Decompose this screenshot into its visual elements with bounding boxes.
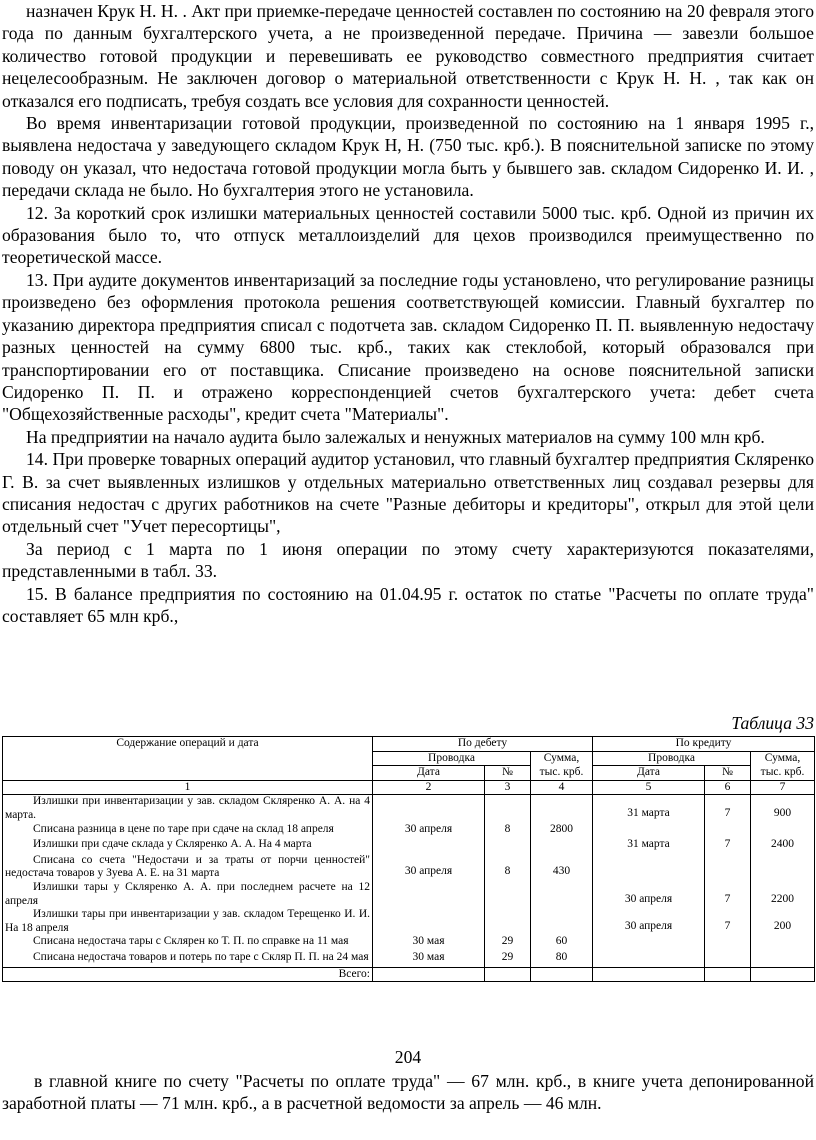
row-description [3, 854, 373, 881]
header-debit: По дебету [373, 737, 593, 752]
row-description [3, 881, 373, 908]
cell-c-sum: 2400 [751, 838, 815, 854]
cell-c-date: 31 марта [593, 795, 705, 823]
col-number: 3 [485, 780, 531, 795]
table-row [3, 854, 815, 881]
cell-c-num: 7 [705, 795, 751, 823]
row-description-text: Излишки при инвентаризации у зав. складом Скляренко А. А. на 4 марта. [5, 795, 370, 821]
header-debit-date: Дата [373, 766, 485, 781]
cell-d-sum [531, 881, 593, 908]
cell-d-sum: 430 [531, 854, 593, 881]
total-cell [531, 967, 593, 982]
cell-d-num: 8 [485, 854, 531, 881]
total-cell [705, 967, 751, 982]
cell-d-sum: 2800 [531, 823, 593, 839]
paragraph-5: На предприятии на начало аудита было залежалых и ненужных материалов на сумму 100 млн крб. [26, 426, 765, 447]
paragraph-7: За период с 1 марта по 1 июня операции по этому счету характеризуются показателями, представленными в табл. 33. [2, 538, 814, 582]
cell-c-sum: 900 [751, 795, 815, 823]
total-cell [593, 967, 705, 982]
row-description-text: Списана разница в цене по таре при сдаче на склад 18 апреля [33, 822, 334, 835]
cell-d-num [485, 881, 531, 908]
cell-c-num [705, 935, 751, 951]
table-row [3, 838, 815, 854]
row-description-text: Списана недостача товаров и потерь по таре с Скляр П. П. на 24 мая [33, 950, 369, 963]
row-description [3, 795, 373, 823]
cell-c-date [593, 951, 705, 967]
col-number: 6 [705, 780, 751, 795]
total-row [3, 967, 815, 982]
paragraph-tail: в главной книге по счету "Расчеты по оплате труда" — 67 млн. крб., в книге учета депонированной заработной платы — 71 млн. крб., а в расчетной ведомости за апрель — 46 млн. [2, 1071, 814, 1114]
cell-d-num [485, 795, 531, 823]
cell-c-sum [751, 935, 815, 951]
cell-c-num [705, 823, 751, 839]
col-number: 4 [531, 780, 593, 795]
cell-c-num: 7 [705, 881, 751, 908]
header-debit-sum: Сумма, тыс. крб. [531, 751, 593, 780]
col-number: 2 [373, 780, 485, 795]
column-numbers-row [3, 780, 815, 795]
paragraph-1: назначен Крук Н. Н. . Акт при приемке-передаче ценностей составлен по состоянию на 20 февраля этого года по данным бухгалтерского учета, а не произведенной передаче. Причина — завезли большое количество готовой продукции и перевешивать ее руководство совместного предприятия считает нецелесообразным. Не заключен договор о материальной ответственности с Крук Н. Н. , так как он отказался его подписать, требуя создать все условия для сохранности ценностей. [2, 1, 814, 111]
paragraph-6: 14. При проверке товарных операций аудитор установил, что главный бухгалтер предприятия Скляренко Г. В. за счет выявленных излишков у отдельных материально ответственных лиц создавал резервы для списания недостач с других работников на счете "Разные дебиторы и кредиторы", открыл для этой цели отдельный счет "Учет пересортицы", [2, 449, 814, 537]
cell-d-date [373, 881, 485, 908]
cell-c-sum [751, 823, 815, 839]
table-row [3, 795, 815, 823]
header-credit-sum: Сумма, тыс. крб. [751, 751, 815, 780]
header-credit-date: Дата [593, 766, 705, 781]
paragraph-2: Во время инвентаризации готовой продукции, произведенной по состоянию на 1 января 1995 г., выявлена недостача у заведующего складом Крук Н, Н. (750 тыс. крб.). В пояснительной записке по этому поводу он указал, что недостача готовой продукции могла быть у бывшего зав. складом Сидоренко И. И. , передачи склада не было. Но бухгалтерия этого не установила. [2, 113, 814, 201]
cell-d-date: 30 мая [373, 935, 485, 951]
row-description [3, 951, 373, 967]
cell-d-num [485, 908, 531, 935]
cell-d-date [373, 908, 485, 935]
table-row [3, 823, 815, 839]
cell-d-date: 30 апреля [373, 854, 485, 881]
cell-d-sum: 80 [531, 951, 593, 967]
table-row [3, 908, 815, 935]
cell-c-sum: 200 [751, 908, 815, 935]
table-row [3, 951, 815, 967]
table-row [3, 881, 815, 908]
row-description-text: Излишки тары при инвентаризации у зав. складом Терещенко И. И. На 18 апреля [5, 908, 370, 934]
cell-d-sum [531, 908, 593, 935]
body-text [2, 0, 814, 627]
header-debit-num: № [485, 766, 531, 781]
cell-d-num: 8 [485, 823, 531, 839]
cell-c-num [705, 854, 751, 881]
row-description [3, 908, 373, 935]
continuation-text [2, 1070, 814, 1115]
cell-d-date [373, 795, 485, 823]
col-number: 7 [751, 780, 815, 795]
row-description [3, 935, 373, 951]
cell-d-date: 30 мая [373, 951, 485, 967]
cell-d-num: 29 [485, 951, 531, 967]
cell-d-sum [531, 838, 593, 854]
cell-c-num [705, 951, 751, 967]
paragraph-4: 13. При аудите документов инвентаризаций за последние годы установлено, что регулирование разницы произведено без оформления протокола решения соответствующей комиссии. Главный бухгалтер по указанию директора предприятия списал с подотчета зав. складом Сидоренко П. П. выявленную недостачу разных ценностей на сумму 6800 тыс. крб., таких как стеклобой, который образовался при транспортировании его от поставщика. Списание произведено на основе пояснительной записки Сидоренко П. П. и отражено корреспонденцией счетов бухгалтерского учета: дебет счета "Общехозяйственные расходы", кредит счета "Материалы". [2, 269, 814, 425]
cell-d-num: 29 [485, 935, 531, 951]
cell-d-num [485, 838, 531, 854]
cell-d-date [373, 838, 485, 854]
row-description [3, 838, 373, 854]
table-row [3, 935, 815, 951]
header-credit-num: № [705, 766, 751, 781]
row-description [3, 823, 373, 839]
cell-c-date: 31 марта [593, 838, 705, 854]
header-credit: По кредиту [593, 737, 815, 752]
col-number: 5 [593, 780, 705, 795]
table-caption: Таблица 33 [731, 713, 814, 733]
operations-table [2, 736, 815, 982]
cell-c-sum [751, 951, 815, 967]
table-header-row-1 [3, 737, 815, 752]
total-cell [485, 967, 531, 982]
cell-d-sum: 60 [531, 935, 593, 951]
row-description-text: Излишки при сдаче склада у Скляренко А. А. На 4 марта [33, 838, 312, 851]
cell-c-date [593, 823, 705, 839]
cell-c-sum [751, 854, 815, 881]
header-debit-entry: Проводка [373, 751, 531, 766]
cell-c-num: 7 [705, 838, 751, 854]
header-credit-entry: Проводка [593, 751, 751, 766]
page-number: 204 [394, 1047, 422, 1067]
row-description-text: Списана со счета "Недостачи и за траты от порчи ценностей" недостача товаров у Зуева А. Е. на 31 марта [5, 853, 370, 880]
col-number: 1 [3, 780, 373, 795]
row-description-text: Списана недостача тары с Склярен ко Т. П. по справке на 11 мая [33, 935, 349, 948]
cell-d-date: 30 апреля [373, 823, 485, 839]
total-label: Всего: [3, 967, 373, 982]
total-cell [751, 967, 815, 982]
row-description-text: Излишки тары у Скляренко А. А. при последнем расчете на 12 апреля [5, 880, 370, 907]
cell-c-date: 30 апреля [593, 881, 705, 908]
cell-d-sum [531, 795, 593, 823]
cell-c-date [593, 935, 705, 951]
paragraph-3: 12. За короткий срок излишки материальных ценностей составили 5000 тыс. крб. Одной из причин их образования было то, что отпуск металлоизделий для цехов производился преимущественно по теоретической массе. [2, 202, 814, 268]
cell-c-date [593, 854, 705, 881]
cell-c-date: 30 апреля [593, 908, 705, 935]
paragraph-8: 15. В балансе предприятия по состоянию на 01.04.95 г. остаток по статье "Расчеты по оплате труда" составляет 65 млн крб., [2, 583, 814, 626]
cell-c-sum: 2200 [751, 881, 815, 908]
cell-c-num: 7 [705, 908, 751, 935]
total-cell [373, 967, 485, 982]
header-content: Содержание операций и дата [3, 737, 373, 781]
